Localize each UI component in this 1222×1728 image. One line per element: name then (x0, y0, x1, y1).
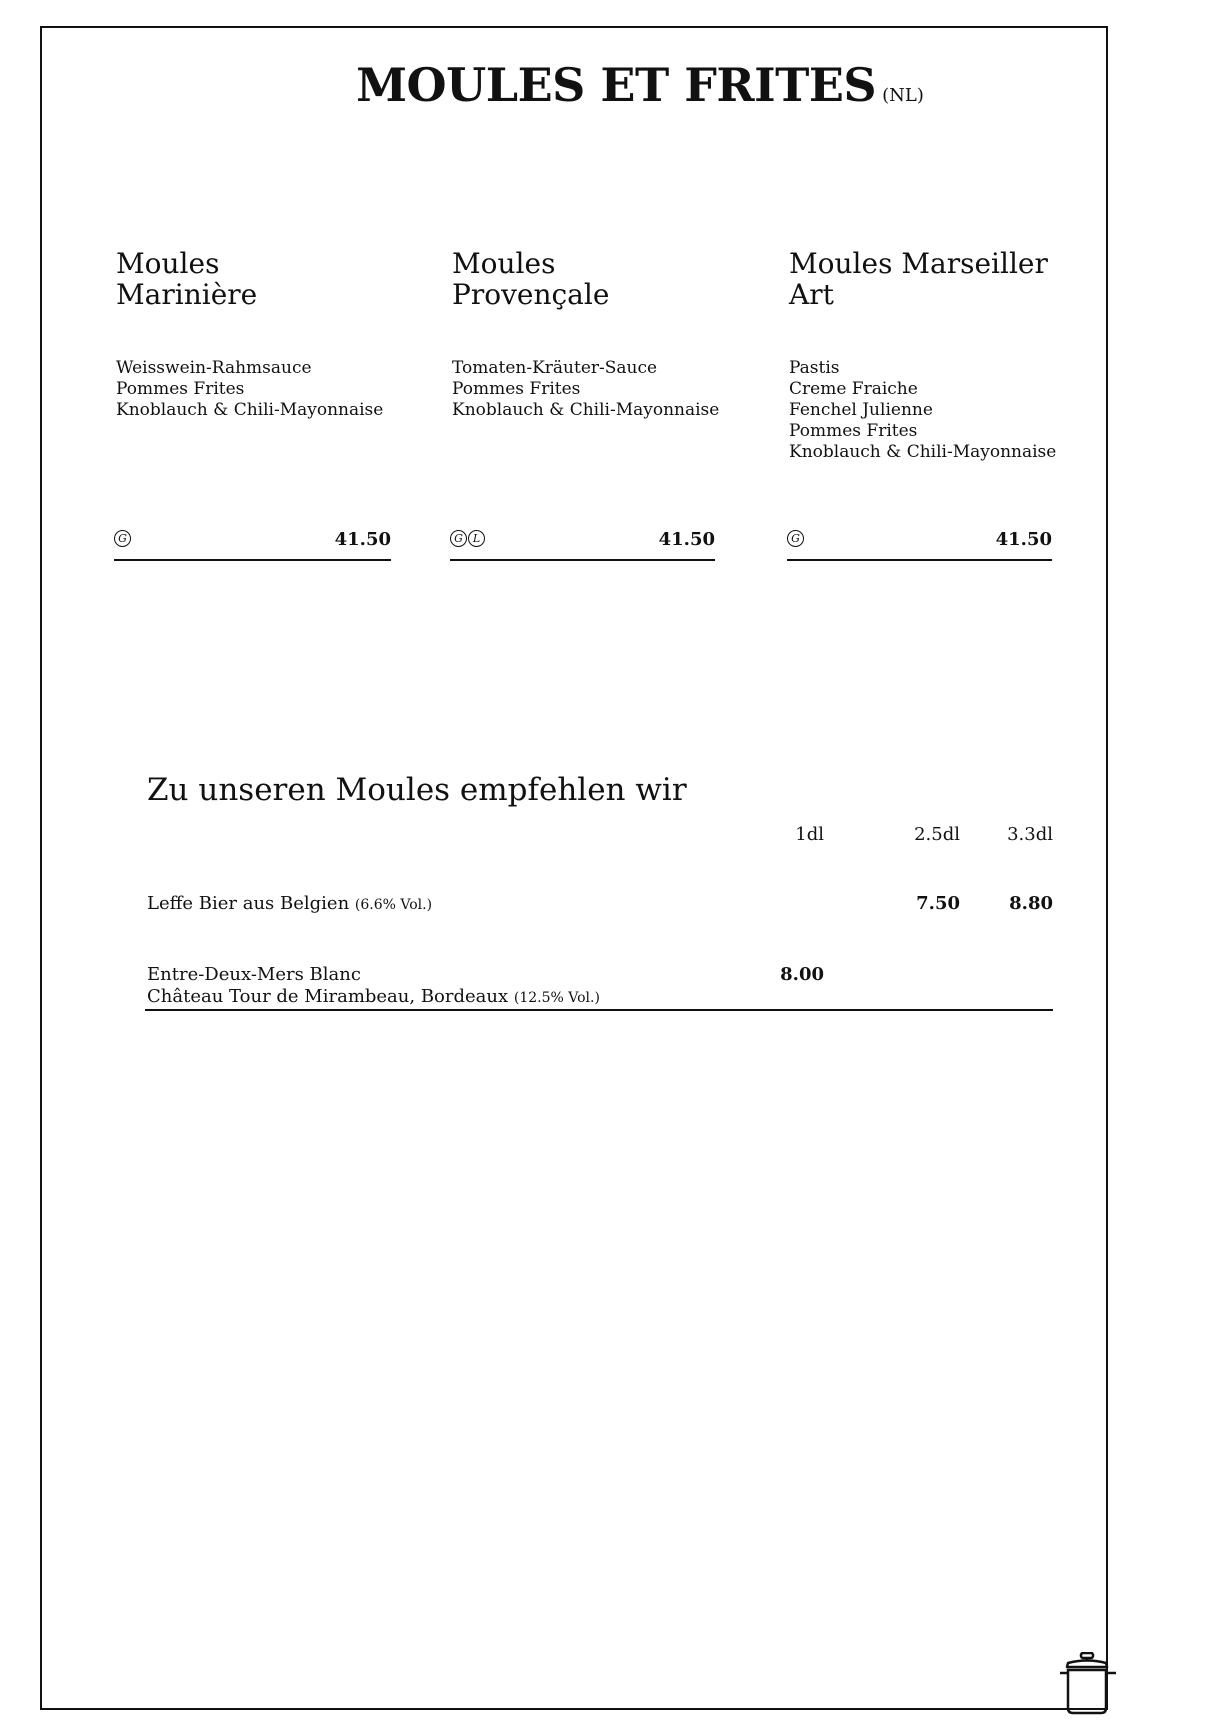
dish-price: 41.50 (658, 529, 715, 550)
description-line: Knoblauch & Chili-Mayonnaise (116, 400, 384, 420)
column-header-3-3dl: 3.3dl (1007, 824, 1053, 845)
dish-name-line2: Provençale (452, 278, 610, 311)
dish-card-mariniere (116, 247, 391, 550)
description-line: Weisswein-Rahmsauce (116, 358, 312, 378)
description-line: Fenchel Julienne (789, 400, 933, 420)
page-title: MOULES ET FRITES (356, 58, 877, 112)
dish-name (116, 248, 257, 310)
description-line: Pastis (789, 358, 840, 378)
beverage-name (147, 893, 432, 916)
beverage-volume: (12.5% Vol.) (513, 990, 600, 1006)
recommendation-title: Zu unseren Moules empfehlen wir (147, 772, 687, 808)
description-line: Knoblauch & Chili-Mayonnaise (789, 442, 1057, 462)
dish-name-line2: Marinière (116, 278, 258, 311)
allergen-gluten-icon: G (450, 530, 467, 547)
dish-name-line1: Moules Marseiller (789, 247, 1048, 280)
beverage-name (147, 964, 600, 1009)
page-header (0, 58, 1222, 112)
dish-description (789, 358, 1056, 463)
beverage-origin (147, 986, 600, 1009)
price-row (114, 529, 391, 561)
divider (145, 1009, 1053, 1011)
beverage-price-3-3dl: 8.80 (1009, 893, 1053, 914)
price-row (450, 529, 715, 561)
description-line: Knoblauch & Chili-Mayonnaise (452, 400, 720, 420)
dish-description (452, 358, 719, 421)
allergen-gluten-icon: G (114, 530, 131, 547)
beverage-origin-text: Château Tour de Mirambeau, Bordeaux (147, 986, 509, 1007)
allergen-gluten-icon: G (787, 530, 804, 547)
allergen-lactose-icon: L (468, 530, 485, 547)
description-line: Tomaten-Kräuter-Sauce (452, 358, 658, 378)
description-line: Pommes Frites (789, 421, 918, 441)
dish-name (452, 248, 609, 310)
beverage-volume: (6.6% Vol.) (354, 897, 433, 913)
column-header-1dl: 1dl (795, 824, 824, 845)
dish-name (789, 248, 1048, 310)
dish-card-marseiller-art (789, 247, 1057, 550)
beverage-price-1dl: 8.00 (780, 964, 824, 985)
dish-name-line1: Moules (452, 247, 556, 280)
description-line: Pommes Frites (452, 379, 581, 399)
description-line: Pommes Frites (116, 379, 245, 399)
column-header-2-5dl: 2.5dl (914, 824, 960, 845)
price-row (787, 529, 1052, 561)
dish-description (116, 358, 383, 421)
cooking-pot-icon (1054, 1652, 1124, 1716)
allergen-list (450, 529, 485, 547)
title-note: (NL) (882, 85, 924, 106)
allergen-list (787, 529, 804, 547)
dish-name-line1: Moules (116, 247, 220, 280)
beverage-label: Leffe Bier aus Belgien (147, 893, 350, 914)
dish-price: 41.50 (334, 529, 391, 550)
beverage-price-2-5dl: 7.50 (916, 893, 960, 914)
dish-name-line2: Art (789, 278, 834, 311)
dish-price: 41.50 (995, 529, 1052, 550)
description-line: Creme Fraiche (789, 379, 918, 399)
beverage-label: Entre-Deux-Mers Blanc (147, 964, 361, 985)
allergen-list (114, 529, 131, 547)
dish-card-provencale (452, 247, 720, 550)
